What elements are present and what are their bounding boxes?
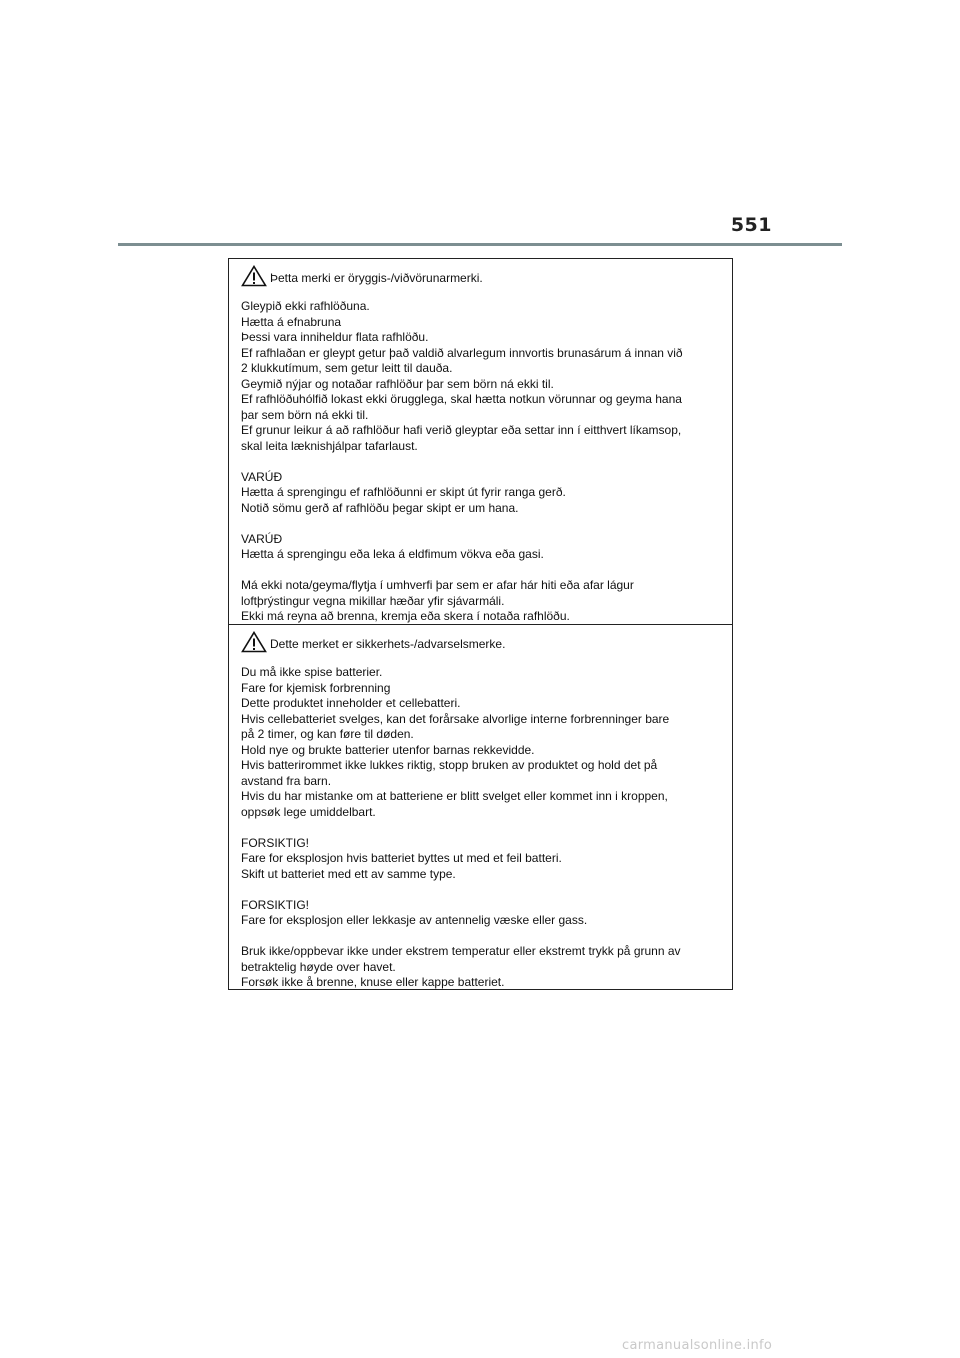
text-line: Du må ikke spise batterier. xyxy=(241,665,383,679)
text-line: på 2 timer, og kan føre til døden. xyxy=(241,727,414,741)
text-line: betraktelig høyde over havet. xyxy=(241,959,396,974)
text-line: Gleypið ekki rafhlöðuna. xyxy=(241,299,370,313)
text-line: Hvis cellebatteriet svelges, kan det forårsake alvorlige interne forbrenninger bare xyxy=(241,711,670,726)
text-line: Þessi vara inniheldur flata rafhlöðu. xyxy=(241,330,429,344)
text-line: avstand fra barn. xyxy=(241,773,332,788)
norwegian-warning-section xyxy=(229,624,732,989)
text-line: Ekki má reyna að brenna, kremja eða skera í notaða rafhlöðu. xyxy=(241,609,570,623)
icelandic-warning-section xyxy=(229,259,732,624)
icelandic-warning-body xyxy=(241,299,724,624)
text-line: Ef rafhlaðan er gleypt getur það valdið alvarlegum innvortis brunasárum á innan við xyxy=(241,345,683,360)
paragraph-gap xyxy=(241,454,724,470)
text-line: Hold nye og brukte batterier utenfor barnas rekkevidde. xyxy=(241,742,535,757)
text-line: FORSIKTIG! xyxy=(241,835,310,850)
text-line: Fare for eksplosjon eller lekkasje av antennelig væske eller gass. xyxy=(241,913,588,927)
watermark: carmanualsonline.info xyxy=(622,1338,773,1353)
warning-triangle-icon xyxy=(241,631,267,653)
icelandic-warning-heading xyxy=(241,265,724,287)
text-line: Forsøk ikke å brenne, knuse eller kappe batteriet. xyxy=(241,975,505,989)
text-line: 2 klukkutímum, sem getur leitt til dauða. xyxy=(241,361,453,375)
text-line: Notið sömu gerð af rafhlöðu þegar skipt er um hana. xyxy=(241,500,519,515)
paragraph-gap xyxy=(241,563,724,579)
text-line: Skift ut batteriet med ett av samme type. xyxy=(241,866,456,881)
text-line: Má ekki nota/geyma/flytja í umhverfi þar sem er afar hár hiti eða afar lágur xyxy=(241,578,634,592)
paragraph-gap xyxy=(241,882,724,898)
text-line: Fare for eksplosjon hvis batteriet byttes ut med et feil batteri. xyxy=(241,851,562,865)
page-number: 551 xyxy=(730,214,772,236)
text-line: skal leita læknishjálpar tafarlaust. xyxy=(241,438,418,453)
text-line: Hætta á sprengingu ef rafhlöðunni er skipt út fyrir ranga gerð. xyxy=(241,485,566,499)
norwegian-warning-body xyxy=(241,665,724,989)
text-line: Hvis du har mistanke om at batteriene er blitt svelget eller kommet inn i kroppen, xyxy=(241,789,668,803)
paragraph-gap xyxy=(241,820,724,836)
warning-triangle-icon xyxy=(241,265,267,287)
text-line: oppsøk lege umiddelbart. xyxy=(241,804,376,819)
paragraph-gap xyxy=(241,929,724,945)
text-line: Ef rafhlöðuhólfið lokast ekki örugglega, skal hætta notkun vörunnar og geyma hana xyxy=(241,392,682,406)
text-line: Dette produktet inneholder et cellebatteri. xyxy=(241,696,461,710)
text-line: Ef grunur leikur á að rafhlöður hafi verið gleyptar eða settar inn í eitthvert líkamsop, xyxy=(241,423,682,437)
text-line: Fare for kjemisk forbrenning xyxy=(241,680,391,695)
text-line: VARÚÐ xyxy=(241,531,283,546)
icelandic-heading-text: Þetta merki er öryggis-/viðvörunarmerki. xyxy=(270,271,483,285)
norwegian-heading-text: Dette merket er sikkerhets-/advarselsmerke. xyxy=(270,637,506,651)
text-line: þar sem börn ná ekki til. xyxy=(241,407,369,422)
text-line: Hvis batterirommet ikke lukkes riktig, stopp bruken av produktet og hold det på xyxy=(241,758,658,772)
text-line: loftþrýstingur vegna mikillar hæðar yfir sjávarmáli. xyxy=(241,593,505,608)
header-rule xyxy=(118,243,842,246)
paragraph-gap xyxy=(241,516,724,532)
battery-warning-box xyxy=(228,258,733,990)
text-line: Geymið nýjar og notaðar rafhlöður þar sem börn ná ekki til. xyxy=(241,376,554,391)
text-line: VARÚÐ xyxy=(241,469,283,484)
text-line: Bruk ikke/oppbevar ikke under ekstrem temperatur eller ekstremt trykk på grunn av xyxy=(241,944,681,958)
norwegian-warning-heading xyxy=(241,631,724,653)
text-line: FORSIKTIG! xyxy=(241,897,310,912)
text-line: Hætta á sprengingu eða leka á eldfimum vökva eða gasi. xyxy=(241,547,544,561)
text-line: Hætta á efnabruna xyxy=(241,314,342,329)
